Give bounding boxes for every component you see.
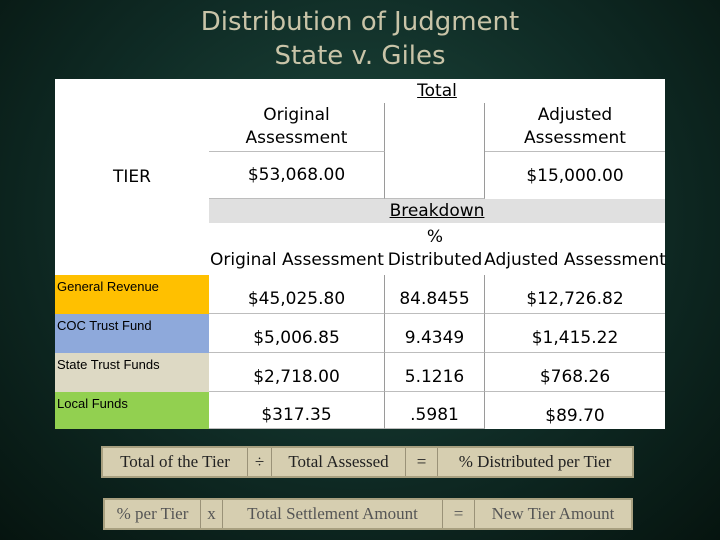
col-pct-label-2: Distributed bbox=[387, 250, 483, 270]
row-original-cell bbox=[209, 353, 385, 392]
tier-row-state-trust-funds bbox=[55, 353, 209, 392]
row-pct-value: .5981 bbox=[410, 405, 459, 425]
total-label: Total bbox=[417, 80, 457, 101]
total-header-cell bbox=[209, 79, 665, 103]
tier-name: COC Trust Fund bbox=[57, 318, 152, 333]
formula-term-a: Total of the Tier bbox=[103, 448, 248, 476]
original-total-cell bbox=[209, 152, 385, 199]
tier-name: General Revenue bbox=[57, 279, 159, 294]
row-adjusted-cell bbox=[485, 353, 665, 392]
row-original-cell bbox=[209, 314, 385, 353]
formula-term-a: % per Tier bbox=[105, 500, 201, 528]
row-adjusted-value: $12,726.82 bbox=[526, 289, 624, 309]
row-adjusted-value: $89.70 bbox=[545, 405, 605, 426]
col-original-label: Original Assessment bbox=[210, 250, 384, 270]
tier-label: TIER bbox=[113, 166, 151, 187]
tier-row-local-funds bbox=[55, 392, 209, 429]
adjusted-assessment-label: Adjusted Assessment bbox=[524, 105, 626, 148]
breakdown-label: Breakdown bbox=[389, 200, 485, 221]
formula-term-c: New Tier Amount bbox=[491, 504, 615, 523]
divide-operator: ÷ bbox=[248, 448, 272, 476]
row-adjusted-cell bbox=[485, 314, 665, 353]
row-pct-cell bbox=[385, 275, 485, 314]
multiply-operator: x bbox=[201, 500, 223, 528]
col-pct-label-1: % bbox=[426, 227, 444, 247]
row-original-value: $5,006.85 bbox=[253, 328, 340, 348]
tier-name: State Trust Funds bbox=[57, 357, 160, 372]
adjusted-total-cell bbox=[485, 152, 665, 199]
row-adjusted-value: $1,415.22 bbox=[531, 328, 619, 348]
formula-new-tier-amount bbox=[103, 498, 633, 530]
tier-row-general-revenue bbox=[55, 275, 209, 314]
breakdown-row bbox=[209, 199, 665, 223]
row-original-cell bbox=[209, 392, 385, 429]
row-pct-cell bbox=[385, 392, 485, 429]
row-original-value: $317.35 bbox=[261, 405, 332, 425]
adjusted-total-value: $15,000.00 bbox=[526, 165, 624, 186]
original-assessment-label: Original Assessment bbox=[245, 105, 348, 148]
formula-term-b: Total Assessed bbox=[272, 448, 406, 476]
row-adjusted-cell bbox=[485, 392, 665, 429]
tier-header-cell bbox=[55, 79, 209, 275]
col-adjusted-label: Adjusted Assessment bbox=[484, 250, 666, 270]
col-original-header bbox=[209, 223, 385, 275]
col-adjusted-header bbox=[485, 223, 665, 275]
original-total-value: $53,068.00 bbox=[247, 165, 346, 185]
tier-name: Local Funds bbox=[57, 396, 128, 411]
title-line-1: Distribution of Judgment bbox=[200, 7, 520, 37]
adjusted-assessment-header bbox=[485, 103, 665, 152]
row-pct-value: 9.4349 bbox=[404, 328, 465, 348]
title-line-2: State v. Giles bbox=[274, 41, 446, 71]
row-pct-value: 5.1216 bbox=[404, 367, 465, 387]
row-pct-cell bbox=[385, 353, 485, 392]
row-pct-cell bbox=[385, 314, 485, 353]
original-assessment-header bbox=[209, 103, 385, 152]
row-adjusted-cell bbox=[485, 275, 665, 314]
tier-row-coc-trust-fund bbox=[55, 314, 209, 353]
formula-distribution bbox=[101, 446, 634, 478]
row-adjusted-value: $768.26 bbox=[539, 367, 611, 387]
row-original-value: $2,718.00 bbox=[253, 367, 340, 387]
formula-term-c: % Distributed per Tier bbox=[458, 452, 612, 471]
row-original-value: $45,025.80 bbox=[247, 289, 346, 309]
blank-center-cell bbox=[385, 103, 485, 199]
formula-term-b: Total Settlement Amount bbox=[223, 500, 443, 528]
row-pct-value: 84.8455 bbox=[399, 289, 470, 309]
equals-operator: = bbox=[443, 500, 475, 528]
col-pct-header bbox=[385, 223, 485, 275]
row-original-cell bbox=[209, 275, 385, 314]
equals-operator: = bbox=[406, 448, 438, 476]
